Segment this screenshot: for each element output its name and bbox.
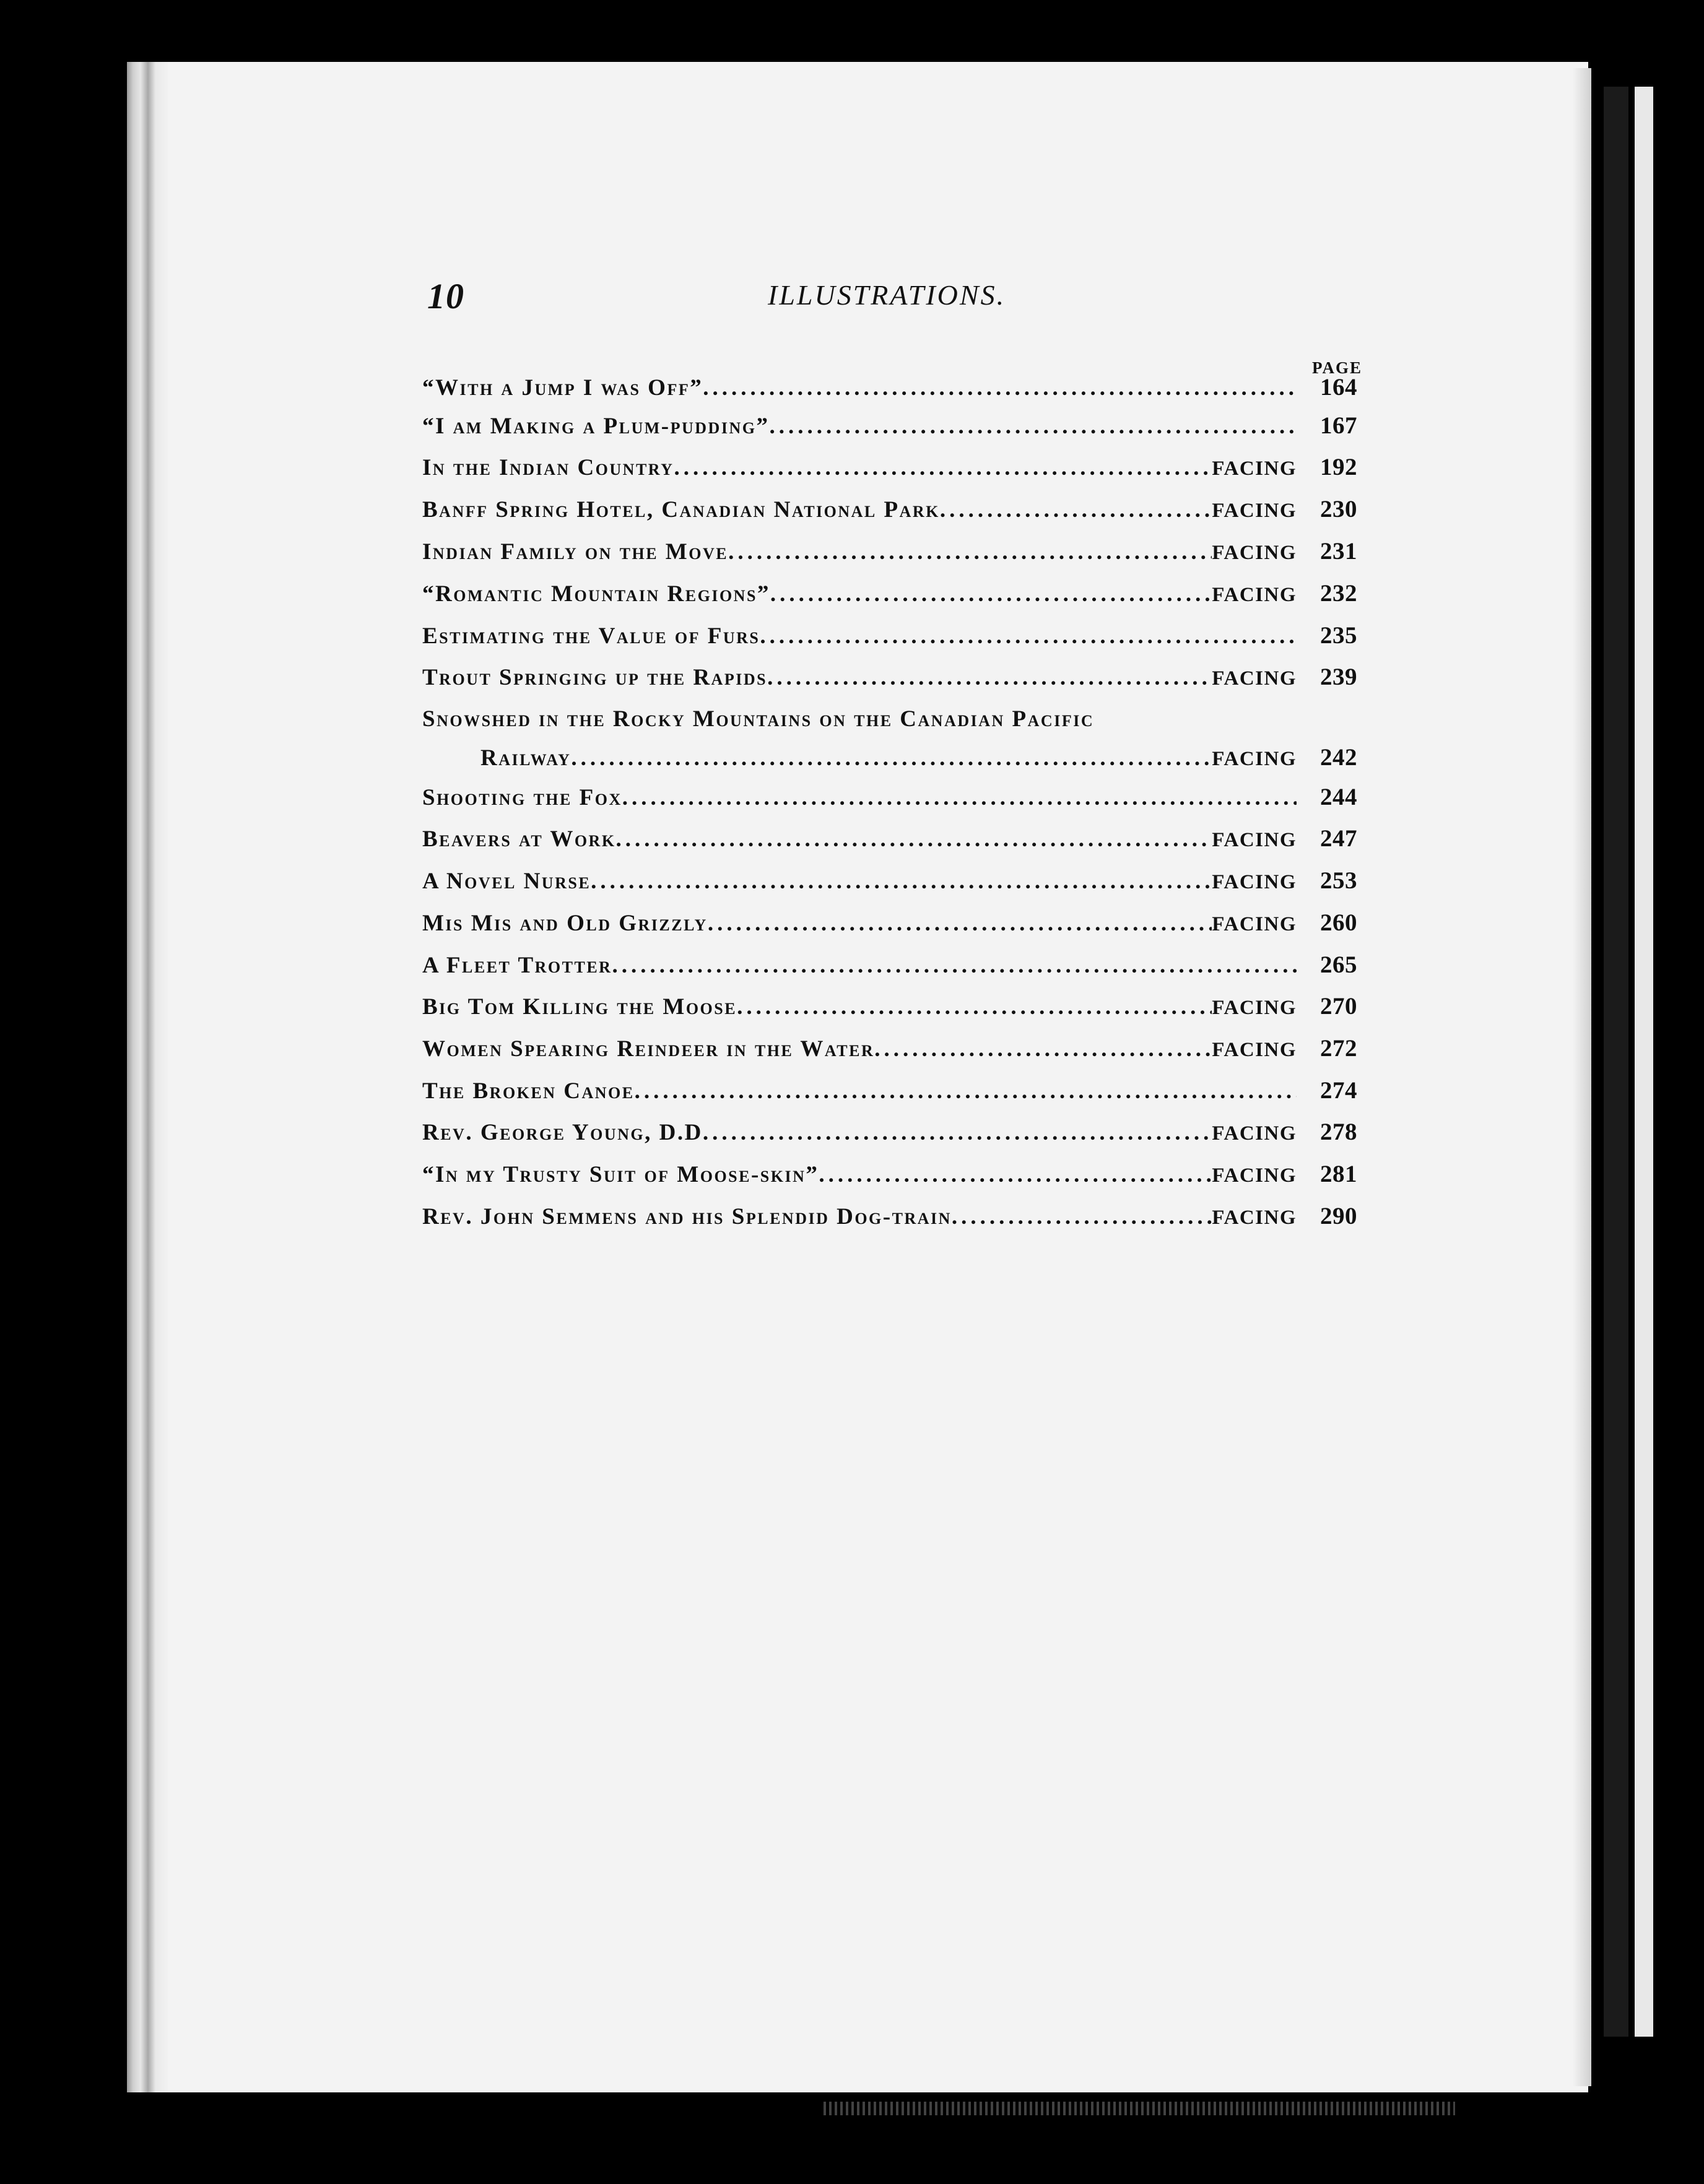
list-item: [422, 860, 1357, 903]
facing-label: FACING: [1212, 500, 1297, 522]
facing-label: FACING: [1212, 1207, 1297, 1229]
entry-title: Trout Springing up the Rapids: [422, 665, 768, 690]
page-ref: 278: [1320, 1119, 1357, 1145]
leader-dots: [622, 778, 1297, 818]
next-page-edge: [1604, 87, 1628, 2037]
entry-title: Banff Spring Hotel, Canadian National Park: [422, 497, 940, 522]
list-item: [422, 945, 1357, 986]
leader-dots: [760, 616, 1297, 657]
leader-dots: [612, 945, 1297, 986]
entry-title: Big Tom Killing the Moose: [422, 994, 737, 1020]
list-item-continuation: [422, 740, 1357, 777]
entry-title: Women Spearing Reindeer in the Water: [422, 1036, 875, 1062]
facing-label: FACING: [1212, 457, 1297, 480]
entry-title: Mis Mis and Old Grizzly: [422, 911, 708, 936]
page-ref: 281: [1320, 1161, 1357, 1187]
facing-label: FACING: [1212, 1039, 1297, 1061]
page-ref: 239: [1320, 664, 1357, 690]
facing-label: FACING: [1212, 997, 1297, 1019]
page-ref: 260: [1320, 909, 1357, 936]
list-item: [422, 405, 1357, 447]
list-item: [422, 1196, 1357, 1238]
leader-dots: [770, 574, 1212, 615]
list-item: [422, 615, 1357, 657]
list-item: [422, 370, 1357, 405]
leader-dots: [769, 406, 1297, 447]
list-item: [422, 1070, 1357, 1112]
page-ref: 265: [1320, 951, 1357, 978]
entry-title: Estimating the Value of Furs: [422, 623, 760, 649]
entry-title: “In my Trusty Suit of Moose-skin”: [422, 1162, 819, 1187]
facing-label: FACING: [1212, 584, 1297, 606]
entry-title: Shooting the Fox: [422, 785, 622, 810]
entry-title: “Romantic Mountain Regions”: [422, 581, 770, 607]
page-ref: 272: [1320, 1035, 1357, 1062]
running-head: ILLUSTRATIONS.: [768, 279, 1006, 311]
entry-title: A Novel Nurse: [422, 869, 591, 894]
leader-dots: [819, 1155, 1212, 1195]
page-ref: 231: [1320, 538, 1357, 565]
page-ref: 274: [1320, 1077, 1357, 1104]
page-ref: 164: [1320, 374, 1357, 401]
bottom-edge-speckle: [824, 2102, 1455, 2115]
entry-title: Beavers at Work: [422, 826, 616, 852]
page-ref: 232: [1320, 580, 1357, 607]
list-item: [422, 1112, 1357, 1154]
list-item-first-line: [422, 699, 1357, 740]
page-ref: 230: [1320, 496, 1357, 522]
leader-dots: [767, 657, 1212, 698]
page-number: 10: [427, 276, 464, 316]
entry-title: “With a Jump I was Off”: [422, 375, 703, 401]
entry-title: Snowshed in the Rocky Mountains on the Canadian Pacific: [422, 706, 1095, 732]
facing-label: FACING: [1212, 913, 1297, 935]
page-ref: 235: [1320, 622, 1357, 649]
page-ref: 192: [1320, 454, 1357, 480]
entry-title: A Fleet Trotter: [422, 953, 612, 978]
entry-title: The Broken Canoe: [422, 1078, 635, 1104]
page-ref: 167: [1320, 412, 1357, 439]
leader-dots: [708, 903, 1212, 944]
leader-dots: [703, 1112, 1212, 1153]
list-item: [422, 986, 1357, 1028]
list-item: [422, 531, 1357, 573]
illustrations-list: [422, 370, 1357, 1238]
entry-title: In the Indian Country: [422, 455, 674, 480]
next-page-strip: [1635, 87, 1653, 2037]
leader-dots: [616, 819, 1212, 860]
leader-dots: [591, 861, 1212, 902]
leader-dots: [571, 740, 1212, 776]
list-item: [422, 573, 1357, 615]
leader-dots: [635, 1071, 1297, 1112]
leader-dots: [952, 1197, 1212, 1237]
list-item: [422, 1028, 1357, 1070]
entry-title: “I am Making a Plum-pudding”: [422, 414, 770, 439]
list-item: [422, 777, 1357, 818]
leader-dots: [874, 1029, 1212, 1070]
leader-dots: [940, 490, 1212, 531]
page-ref: 247: [1320, 825, 1357, 852]
list-item: [422, 903, 1357, 945]
list-item: [422, 489, 1357, 531]
list-item: [422, 447, 1357, 489]
page-ref: 253: [1320, 867, 1357, 894]
leader-dots: [737, 987, 1212, 1028]
list-item: [422, 1154, 1357, 1196]
page-column-label: PAGE: [1312, 358, 1362, 377]
facing-label: FACING: [1212, 871, 1297, 893]
leader-dots: [703, 371, 1297, 405]
page-fore-edge: [1573, 68, 1591, 2086]
leader-dots: [674, 448, 1212, 488]
entry-title: Rev. John Semmens and his Splendid Dog-train: [422, 1204, 952, 1229]
entry-title: Railway: [480, 745, 572, 771]
facing-label: FACING: [1212, 829, 1297, 851]
list-item: [422, 657, 1357, 699]
page-ref: 244: [1320, 784, 1357, 810]
facing-label: FACING: [1212, 1164, 1297, 1187]
facing-label: FACING: [1212, 1122, 1297, 1145]
entry-title: Indian Family on the Move: [422, 539, 729, 565]
page-ref: 242: [1320, 744, 1357, 771]
entry-title: Rev. George Young, D.D: [422, 1120, 703, 1145]
leader-dots: [728, 532, 1212, 573]
facing-label: FACING: [1212, 748, 1297, 770]
facing-label: FACING: [1212, 667, 1297, 690]
facing-label: FACING: [1212, 542, 1297, 564]
page-spine-shadow: [127, 62, 168, 2092]
page-ref: 290: [1320, 1203, 1357, 1229]
page-ref: 270: [1320, 993, 1357, 1020]
list-item: [422, 818, 1357, 860]
